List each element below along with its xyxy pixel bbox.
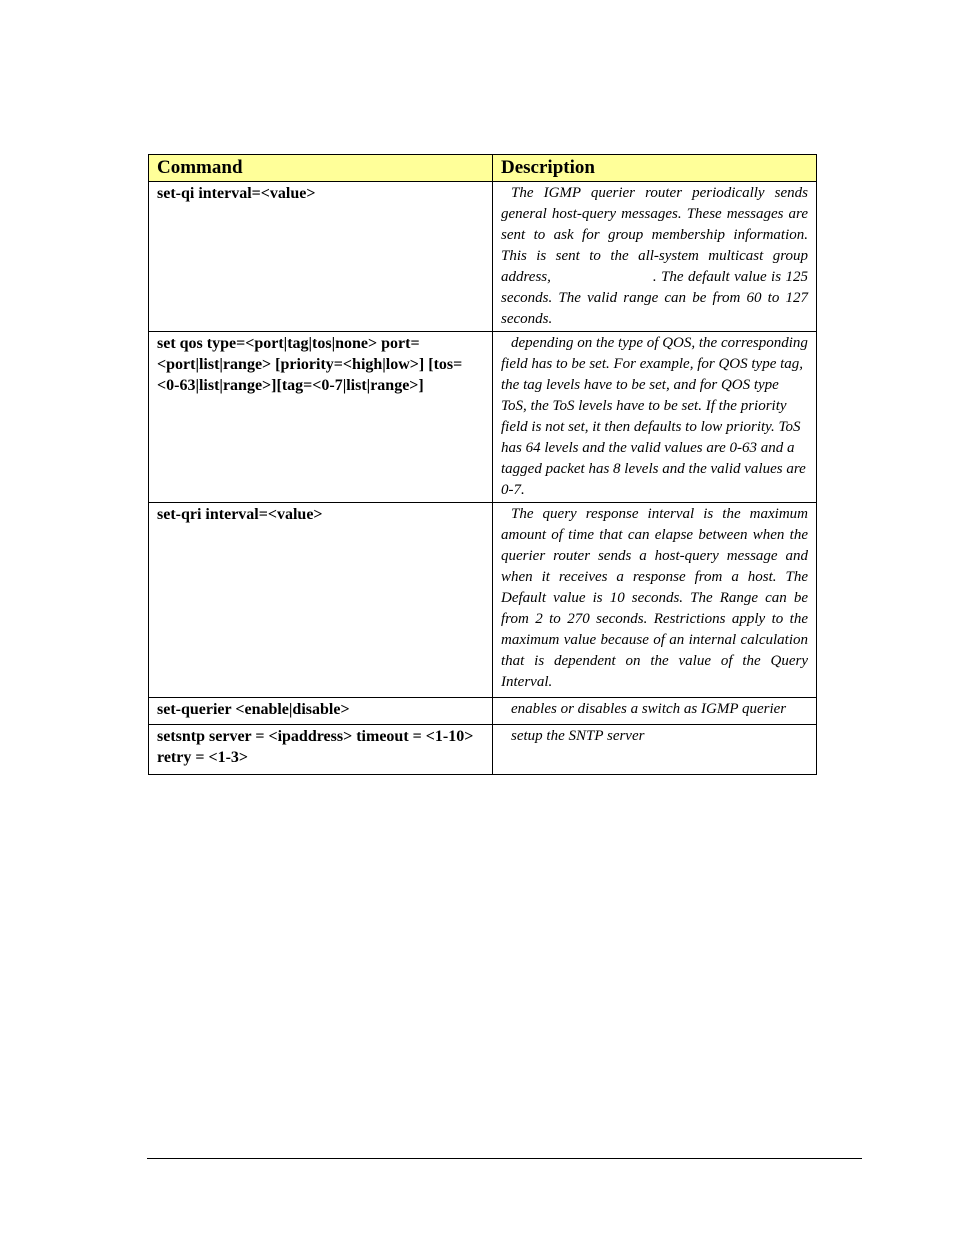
table-row <box>149 503 817 698</box>
description-cell <box>493 332 817 503</box>
table-row <box>149 182 817 332</box>
description-text: . The default value is 125 seconds. The valid range can be from 60 to 127 seconds. <box>501 269 808 327</box>
description-cell <box>493 503 817 698</box>
description-text: The IGMP querier router periodically sends general host-query messages. These messages are sent to ask for group membership information. This is sent to the all-system multicast group address, <box>501 185 808 285</box>
table-row <box>149 725 817 775</box>
description-text: setup the SNTP server <box>511 728 645 744</box>
command-cell: set qos type=<port|tag|tos|none> port=<port|list|range> [priority=<high|low>] [tos=<0-63|list|range>][tag=<0-7|list|range>] <box>149 332 493 503</box>
description-cell <box>493 182 817 332</box>
command-table <box>148 154 817 775</box>
table-row <box>149 698 817 725</box>
command-cell: set-qi interval=<value> <box>149 182 493 332</box>
description-text: enables or disables a switch as IGMP querier <box>511 701 787 717</box>
table-header-row <box>149 155 817 182</box>
footer-divider <box>147 1158 862 1159</box>
header-description: Description <box>493 155 817 182</box>
description-text: depending on the type of QOS, the corresponding field has to be set. For example, for QOS type tag, the tag levels have to be set, and for QOS type ToS, the ToS levels have to be set. If the priority field is not set, it then defaults to low priority. ToS has 64 levels and the valid values are 0-63 and a tagged packet has 8 levels and the valid values are 0-7. <box>501 335 808 498</box>
table-row <box>149 332 817 503</box>
command-cell: set-qri interval=<value> <box>149 503 493 698</box>
description-cell <box>493 698 817 725</box>
command-cell: setsntp server = <ipaddress> timeout = <1-10> retry = <1-3> <box>149 725 493 775</box>
command-cell: set-querier <enable|disable> <box>149 698 493 725</box>
header-command: Command <box>149 155 493 182</box>
description-text: The query response interval is the maximum amount of time that can elapse between when the querier router sends a host-query message and when it receives a response from a host. The Default value is 10 seconds. The Range can be from 2 to 270 seconds. Restrictions apply to the maximum value because of an internal calculation that is dependent on the value of the Query Interval. <box>501 506 808 690</box>
description-cell <box>493 725 817 775</box>
